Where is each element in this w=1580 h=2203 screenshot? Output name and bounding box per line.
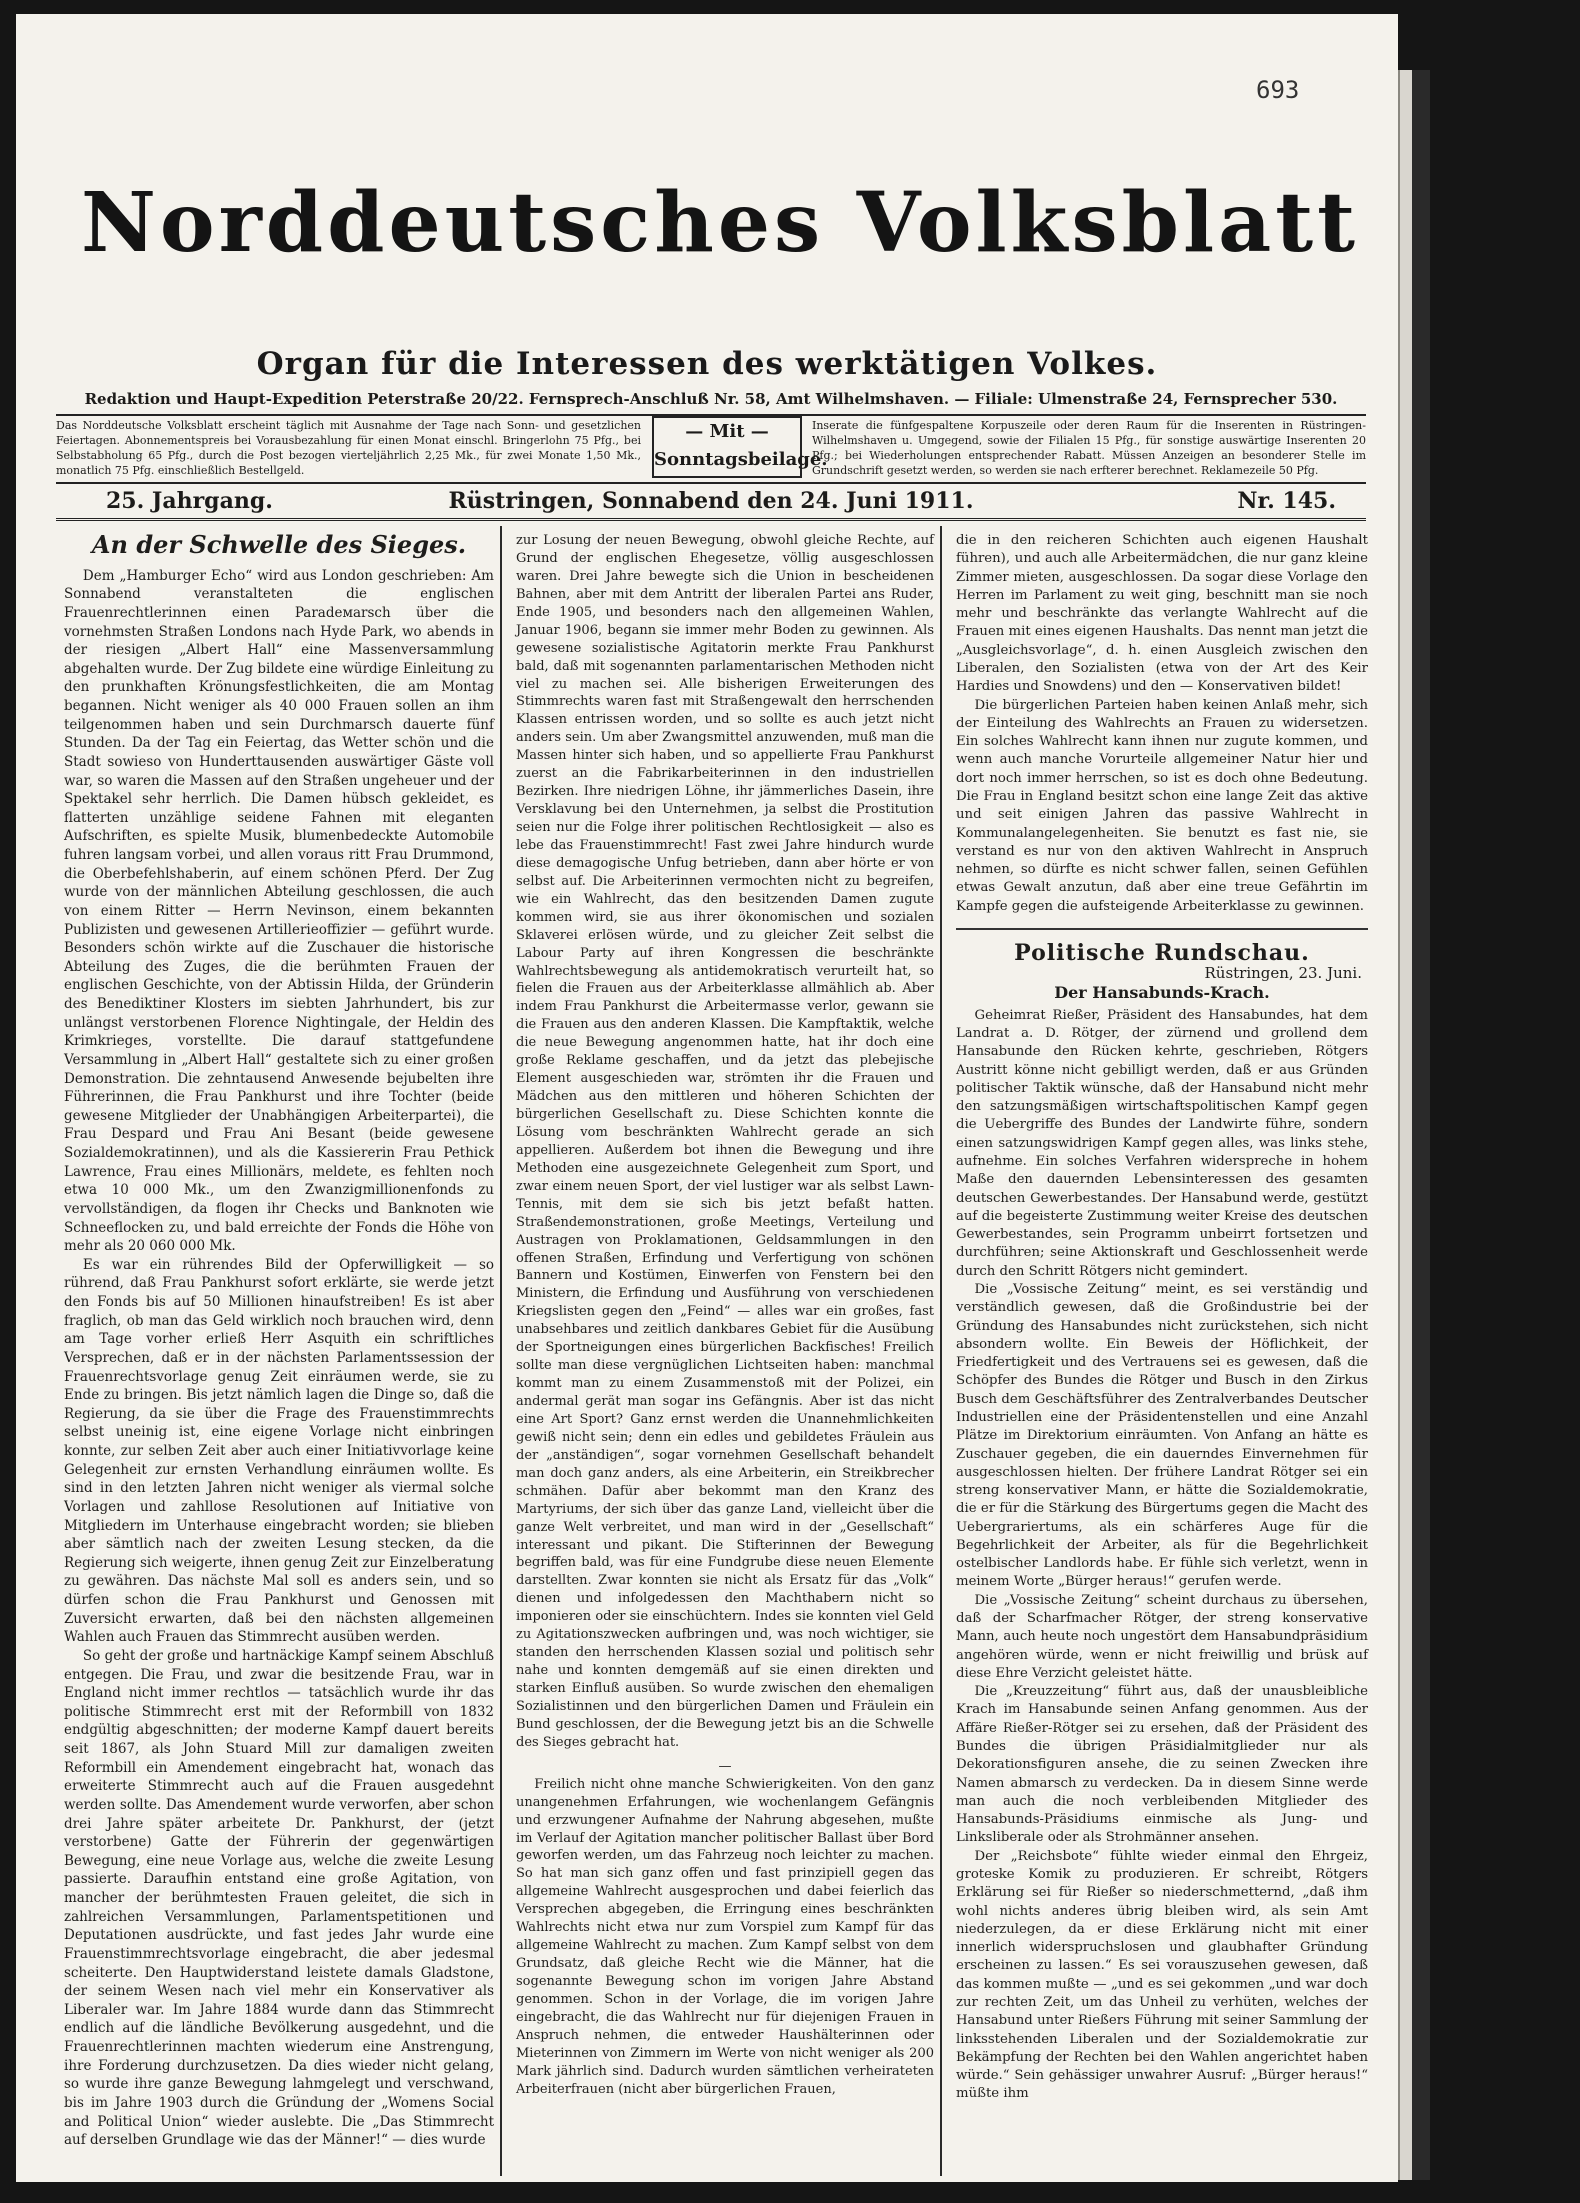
column-3 (956, 532, 1368, 2104)
subscription-info: Das Norddeutsche Volksblatt erscheint täglich mit Ausnahme der Tage nach Sonn- und gesetzlichen Feiertagen. Abonnementspreis bei Vorausbezahlung für einen Monat einschl. Bringerlohn 75 Pfg., bei Selbstabholung 65 Pfg., durch die Post bezogen vierteljährlich 2,25 Mk., für zwei Monate 1,50 Mk., monatlich 75 Pfg. einschließlich Bestellgeld. (56, 419, 641, 477)
article-paragraph: Freilich nicht ohne manche Schwierigkeiten. Von den ganz unangenehmen Erfahrungen, wie wochenlangem Gefängnis und erzwungener Aufnahme der Nahrung abgesehen, mußte im Verlauf der Agitation mancher politischer Ballast über Bord geworfen werden, um das Fahrzeug noch leichter zu machen. So hat man sich ganz offen und fast prinzipiell gegen das allgemeine Wahlrecht ausgesprochen und dabei feierlich das Versprechen abgegeben, die Erringung eines beschränkten Wahlrechts nicht etwa nur zum Vorspiel zum Kampf für das allgemeine Wahlrecht zu machen. Zum Kampf selbst von dem Grundsatz, daß gleiche Recht wie die Männer, hat die sogenannte Bewegung schon im vorigen Jahre Abstand genommen. Schon in der Vorlage, die im vorigen Jahre eingebracht, die das Wahlrecht nur für diejenigen Frauen in Anspruch nehmen, die entweder Haushälterinnen oder Mieterinnen von Zimmern im Werte von nicht weniger als 200 Mark jährlich sind. Dadurch wurden sämtlichen verheirateten Arbeiterfrauen (nicht aber bürgerlichen Frauen, (516, 1776, 934, 2097)
dateline (56, 484, 1366, 521)
supplement-line1: — Mit — (685, 421, 769, 442)
column-divider (940, 526, 942, 2176)
info-line: Redaktion und Haupt-Expedition Peterstraße 20/22. Fernsprech-Anschluß Nr. 58, Amt Wilhelmshaven. — Filiale: Ulmenstraße 24, Fernsprecher 530. (84, 390, 1338, 408)
newspaper-page (16, 14, 1398, 2182)
article-paragraph: die in den reicheren Schichten auch eigenen Haushalt führen), und auch alle Arbeitermädchen, die nur ganz kleine Zimmer mieten, ausgeschlossen. Da sogar diese Vorlage den Herren im Parlament zu weit ging, beschnitt man sie noch mehr und beschränkte das verlangte Wahlrecht auf die Frauen mit eines eigenen Haushalts. Das nennt man jetzt die „Ausgleichsvorlage“, d. h. einen Ausgleich zwischen den Liberalen, den Sozialisten (etwa von der Art des Keir Hardies und Snowdens) und den — Konservativen bildet! (956, 533, 1368, 695)
section-divider (956, 928, 1368, 930)
article-paragraph: Die bürgerlichen Parteien haben keinen Anlaß mehr, sich der Einteilung des Wahlrechts an Frauen zu widersetzen. Ein solches Wahlrecht kann ihnen nur zugute kommen, und wenn auch manche Vorurteile allgemeiner Natur hier und dort noch immer herrschen, so ist es doch ohne Bedeutung. Die Frau in England besitzt schon eine lange Zeit das aktive und seit einigen Jahren das passive Wahlrecht in Kommunalangelegenheiten. Sie benutzt es fast nie, sie verstand es nur von den aktiven Wahlrecht in Anspruch nehmen, so dürfte es nicht schwer fallen, seinen Gefühlen etwas Gewalt anzutun, daß aber eine treue Gefährtin im Kampfe gegen die aufsteigende Arbeiterklasse zu gewinnen. (956, 697, 1368, 914)
article-paragraph: Dem „Hamburger Echo“ wird aus London geschrieben: Am Sonnabend veranstalteten die englischen Frauenrechtlerinnen einen Paradeмarsch über die vornehmsten Straßen Londons nach Hyde Park, wo abends in der riesigen „Albert Hall“ eine Massenversammlung abgehalten wurde. Der Zug bildete eine würdige Einleitung zu den prunkhaften Krönungsfestlichkeiten, die am Montag begannen. Nicht weniger als 40 000 Frauen sollen an ihm teilgenommen haben und sein Durchmarsch dauerte fünf Stunden. Da der Tag ein Feiertag, das Wetter schön und die Stadt sowieso von Hunderttausenden auswärtiger Gäste voll war, so waren die Massen auf den Straßen ungeheuer und der Spektakel sehr herrlich. Die Damen hübsch gekleidet, es flatterten unzählige seidene Fahnen mit eleganten Aufschriften, es spielte Musik, blumenbedeckte Automobile fuhren langsam vorbei, und allen voraus ritt Frau Drummond, die Oberbefehlshaberin, auf einem schönen Pferd. Der Zug wurde von der männlichen Abteilung geschlossen, die auch von einem Ritter — Herrn Nevinson, einem bekannten Publizisten und gewesenen Artillerieoffizier — geführt wurde. Besonders schön wirkte auf die Zuschauer die historische Abteilung des Zuges, die die berühmten Frauen der englischen Geschichte, von der Abtissin Hilda, der Gründerin des Benediktiner Klosters im siebten Jahrhundert, bis zur unlängst verstorbenen Florence Nightingale, der Heldin des Krimkrieges, vorstellte. Die darauf stattgefundene Versammlung in „Albert Hall“ gestaltete sich zu einer großen Demonstration. Die zehntausend Anwesende bejubelten ihre Führerinnen, die Frau Pankhurst und ihre Tochter (beide gewesene Mitglieder der Unabhängigen Arbeiterpartei), die Frau Despard und Frau Ani Besant (beide gewesene Sozialdemokratinnen), und als die Kassiererin Frau Pethick Lawrence, Frau eines Millionärs, meldete, es fehlten noch etwa 10 000 Mk., um den Zwanzigmillionenfonds zu vervollständigen, da flogen ihr Checks und Banknoten wie Schneeflocken zu, und bald erreichte der Fonds die Höhe von mehr als 20 060 000 Mk. (64, 567, 494, 1255)
column-divider (500, 526, 502, 2176)
article-paragraph: Der „Reichsbote“ fühlte wieder einmal den Ehrgeiz, groteske Komik zu produzieren. Er schreibt, Rötgers Erklärung sei für Rießer so niederschmetternd, „daß ihm wohl nichts anderes übrig bleiben wird, als sein Amt niederzulegen, da er diese Erklärung nicht mit einer innerlich widerspruchslosen und glaubhafter Gründung erscheinen zu lassen.“ Es sei vorauszusehen gewesen, daß das kommen mußte — „und es sei gekommen „und war doch zur rechten Zeit, um das Unheil zu verhüten, welches der Hansabund unter Rießers Führung mit seiner Sammlung der linksstehenden Liberalen und der Sozialdemokratie zur Bekämpfung der Rechten bei den Wahlen angerichtet haben würde.“ Sein gehässiger unwahrer Ausruf: „Bürger heraus!“ müßte ihm (956, 1848, 1368, 2102)
masthead-title: Norddeutsches Volksblatt (80, 175, 1360, 271)
column-2 (516, 532, 934, 2099)
volume-label: 25. Jahrgang. (106, 488, 273, 514)
section-break: — (718, 1758, 732, 1774)
place-date: Rüstringen, Sonnabend den 24. Juni 1911. (448, 488, 974, 514)
supplement-line2: Sonntagsbeilage. (654, 449, 828, 470)
scan-border (1412, 70, 1430, 2180)
article-paragraph: Die „Vossische Zeitung“ scheint durchaus zu übersehen, daß der Scharfmacher Rötger, der streng konservative Mann, auch heute noch ungestört dem Hansabundpräsidium angehören würde, wenn er nicht freiwillig und brüsk auf diese Ehre Verzicht geleistet hätte. (956, 1592, 1368, 1681)
subtitle: Organ für die Interessen des werktätigen Volkes. (256, 346, 1158, 382)
section-title: Politische Rundschau. (1014, 939, 1310, 966)
article-paragraph: zur Losung der neuen Bewegung, obwohl gleiche Rechte, auf Grund der englischen Ehegesetze, völlig ausgeschlossen waren. Drei Jahre bewegte sich die Union in bescheidenen Bahnen, aber mit dem Antritt der liberalen Partei ans Ruder, Ende 1905, und besonders nach den allgemeinen Wahlen, Januar 1906, begann sie immer mehr Boden zu gewinnen. Als gewesene sozialistische Agitatorin merkte Frau Pankhurst bald, daß mit sogenannten parlamentarischen Methoden nicht viel zu machen sei. Alle bisherigen Erweiterungen des Stimmrechts waren fast mit Straßengewalt den herrschenden Klassen entrissen worden, und so sollte es auch jetzt nicht anders sein. Um aber Zwangsmittel anzuwenden, muß man die Massen hinter sich haben, und so appellierte Frau Pankhurst zuerst an die Fabrikarbeiterinnen in den industriellen Bezirken. Ihre niedrigen Löhne, ihr jämmerliches Dasein, ihre Versklavung bei den Unternehmen, ja selbst die Prostitution seien nur die Folge ihrer politischen Rechtlosigkeit — also es lebe das Frauenstimmrecht! Fast zwei Jahre hindurch wurde diese demagogische Unfug betrieben, dann aber hörte er von selbst auf. Die Arbeiterinnen vermochten nicht zu begreifen, wie ein Wahlrecht, das den besitzenden Damen zugute kommen wird, sie aus ihrer ökonomischen und sozialen Sklaverei erlösen würde, und zu gleicher Zeit selbst die Labour Party auf ihren Kongressen die beschränkte Wahlrechtsbewegung als antidemokratisch verurteilt hat, so fielen die Frauen aus der Arbeiterklasse allmählich ab. Aber indem Frau Pankhurst die Arbeitermasse verlor, gewann sie die Frauen aus den anderen Klassen. Die Kampftaktik, welche die neue Bewegung angenommen hatte, hat ihr doch eine große Reklame geschaffen, und da jetzt das plebejische Element ausgeschieden war, strömten ihr die Frauen und Mädchen aus den mittleren und höheren Schichten der bürgerlichen Gesellschaft zu. Diese Schichten konnte die Lösung vom beschränkten Wahlrecht gerade an sich appellieren. Außerdem bot ihnen die Bewegung und ihre Methoden eine ausgezeichnete Gelegenheit zum Sport, und zwar einem neuen Sport, der viel lustiger war als selbst Lawn-Tennis, mit dem sie sich bis jetzt befaßt hatten. Straßendemonstrationen, große Meetings, Verteilung und Austragen von Proklamationen, Geldsammlungen in den offenen Straßen, Erfindung und Verfertigung von schönen Bannern und Kostümen, Einwerfen von Fenstern bei den Ministern, die Erfindung und Ausführung von verschiedenen Kriegslisten gegen den „Feind“ — alles war ein großes, fast unabsehbares und zeitlich dankbares Gebiet für die Ausübung der Sportneigungen eines bürgerlichen Backfisches! Freilich sollte man diese vergnüglichen Lichtseiten haben: manchmal kommt man zu einem Zusammenstoß mit der Polizei, ein andermal gerät man sogar ins Gefängnis. Aber ist das nicht eine Art Sport? Ganz ernst werden die Unannehmlichkeiten gewiß nicht sein; denn ein edles und gebildetes Fräulein aus der „anständigen“, sogar vornehmen Gesellschaft behandelt man doch ganz anders, als eine Arbeiterin, ein Streikbrecher schmähen. Dafür aber bekommt man den Kranz des Martyriums, der sich über das ganze Land, vielleicht über die ganze Welt verbreitet, und man wird in der „Gesellschaft“ interessant und pikant. Die Stifterinnen der Bewegung begriffen bald, was für eine Fundgrube diese neuen Elemente darstellten. Zwar konnten sie nicht als Ersatz für das „Volk“ dienen und infolgedessen den Machthabern nicht so imponieren oder sie einschüchtern. Indes sie konnten viel Geld zu Agitationszwecken aufbringen und, was noch wichtiger, sie standen den herrschenden Klassen sozial und politisch sehr nahe und konnten demgemäß auf sie einen direkten und starken Einfluß ausüben. So wurde zwischen den ehemaligen Sozialistinnen und den bürgerlichen Damen und Fräulein ein Bund geschlossen, der die Bewegung jetzt bis an die Schwelle des Sieges gebracht hat. (516, 533, 934, 1750)
article-paragraph: Es war ein rührendes Bild der Opferwilligkeit — so rührend, daß Frau Pankhurst sofort erklärte, sie werde jetzt den Fonds bis auf 50 Millionen hinaufstreiben! Es ist aber fraglich, ob man das Geld wirklich noch brauchen wird, denn am Tage vorher erließ Herr Asquith ein schriftliches Versprechen, daß er in der nächsten Parlamentssession der Frauenrechtsvorlage genug Zeit einräumen werde, sie zu Ende zu bringen. Bis jetzt nämlich lagen die Dinge so, daß die Regierung, da sie über die Frage des Frauenstimmrechts selbst uneinig ist, eine eigene Vorlage nicht einbringen konnte, zur selben Zeit aber auch einer Initiativvorlage keine Gelegenheit zur ernsten Verhandlung einräumen wollte. Es sind in den letzten Jahren nicht weniger als viermal solche Vorlagen und zahllose Resolutionen auf Initiative von Mitgliedern im Unterhause eingebracht worden; sie blieben aber sämtlich nach der zweiten Lesung stecken, da die Regierung sich weigerte, ihnen genug Zeit zur Einzelberatung zu gewähren. Das nächste Mal soll es anders sein, und so dürfen schon die Frau Pankhurst und Genossen mit Zuversicht erwarten, daß bei den nächsten allgemeinen Wahlen auch Frauen das Stimmrecht ausüben werden. (64, 1256, 494, 1646)
article-paragraph: So geht der große und hartnäckige Kampf seinem Abschluß entgegen. Die Frau, und zwar die besitzende Frau, war in England nicht immer rechtlos — tatsächlich wurde ihr das politische Stimmrecht erst mit der Reformbill von 1832 endgültig abgeschnitten; der moderne Kampf dauert bereits seit 1867, als John Stuard Mill zur damaligen zweiten Reformbill ein Amendement eingebracht hat, wonach das erweiterte Stimmrecht auch auf die Frauen ausgedehnt werden sollte. Das Amendement wurde verworfen, aber schon drei Jahre später arbeitete Dr. Pankhurst, der (jetzt verstorbene) Gatte der Führerin der gegenwärtigen Bewegung, eine neue Vorlage aus, welche die zweite Lesung passierte. Daraufhin entstand eine große Agitation, von mancher der berühmtesten Frauen geleitet, die sich in zahlreichen Versammlungen, Parlamentspetitionen und Deputationen ausdrückte, und fast jedes Jahr wurde eine Frauenstimmrechtsvorlage eingebracht, die aber jedesmal scheiterte. Den Hauptwiderstand leistete damals Gladstone, der seinem Wesen nach viel mehr ein Konservativer als Liberaler war. Im Jahre 1884 wurde dann das Stimmrecht endlich auf die ländliche Bevölkerung ausgedehnt, und die Frauenrechtlerinnen machten wiederum eine Anstrengung, ihre Forderung durchzusetzen. Da dies wieder nicht gelang, so wurde ihre ganze Bewegung lahmgelegt und verschwand, bis im Jahre 1903 durch die Gründung der „Womens Social and Political Union“ wieder auslebte. Die „Das Stimmrecht auf derselben Grundlage wie das der Männer!“ — dies wurde (64, 1647, 494, 2149)
supplement-box (652, 416, 828, 478)
article-subheading: Der Hansabunds-Krach. (1054, 983, 1270, 1003)
archive-number: 693 (1256, 76, 1300, 104)
article-paragraph: Die „Kreuzzeitung“ führt aus, daß der unausbleibliche Krach im Hansabunde seinen Anfang genommen. Aus der Affäre Rießer-Rötger sei zu ersehen, daß der Präsident des Bundes die übrigen Präsidialmitglieder nur als Dekorationsfiguren ansehe, die zu seinen Zwecken ihre Namen abmarsch zu verdecken. Da in diesem Sinne werde man auch die noch verbleibenden Mitglieder des Hansabunds-Präsidiums einmische als Jung- und Linksliberale oder als Strohmänner ansehen. (956, 1684, 1368, 1846)
issue-number: Nr. 145. (1237, 488, 1336, 514)
article-headline: An der Schwelle des Sieges. (91, 530, 467, 559)
article-paragraph: Geheimrat Rießer, Präsident des Hansabundes, hat dem Landrat a. D. Rötger, der zürnend und grollend dem Hansabunde den Rücken kehrte, geschrieben, Rötgers Austritt könne nicht gebilligt werden, daß er aus Gründen politischer Taktik wünsche, daß der Hansabund nicht mehr den satzungsmäßigen wirtschaftspolitischen Kampf gegen die Uebergriffe des Bundes der Landwirte führe, sondern einen satzungswidrigen Kampf gegen alles, was links stehe, aufnehme. Ein solches Verfahren widerspreche in hohem Maße den dauernden Lebensinteressen des gesamten deutschen Gewerbestandes. Der Hansabund werde, gestützt auf die begeisterte Zustimmung weiter Kreise des deutschen Gewerbestandes, sein Programm unbeirrt fortsetzen und durchführen; seine Aktionskraft und Geschlossenheit werde durch den Schritt Rötgers nicht gemindert. (956, 1007, 1368, 1279)
column-1 (64, 532, 494, 2150)
advert-rates-info: Inserate die fünfgespaltene Korpuszeile oder deren Raum für die Inserenten in Rüstringen-Wilhelmshaven u. Umgegend, sowie der Filialen 15 Pfg., für sonstige auswärtige Inserenten 20 Pfg.; bei Wiederholungen entsprechender Rabatt. Müssen Anzeigen an besonderer Stelle im Grundschrift gesetzt werden, so werden sie nach erfterer berechnet. Reklamezeile 50 Pfg. (812, 419, 1366, 477)
section-dateline: Rüstringen, 23. Juni. (1204, 964, 1362, 983)
article-paragraph: Die „Vossische Zeitung“ meint, es sei verständig und verständlich gewesen, daß die Großindustrie bei der Gründung des Hansabundes nicht zurückstehen, sich nicht absondern wollte. Ein Beweis der Höflichkeit, der Friedfertigkeit und des Vertrauens sei es gewesen, daß die Schöpfer des Bundes die Rötger und Busch in den Zirkus Busch dem Geschäftsführer des Zentralverbandes Deutscher Industriellen eine der Präsidentenstellen und eine Anzahl Plätze im Direktorium einräumten. Von Anfang an hätte es Zuschauer gegeben, die ein dauerndes Einvernehmen für ausgeschlossen hielten. Der frühere Landrat Rötger sei ein streng konservativer Mann, er hätte die Sozialdemokratie, die er für die Stärkung des Bürgertums gegen die Macht des Uebergrariertums, als ein schärferes Auge für die Begehrlichkeit der Arbeiter, als für die Begehrlichkeit ostelbischer Landlords habe. Er fühle sich verletzt, wenn in meinem Worte „Bürger heraus!“ gerufen werde. (956, 1281, 1368, 1590)
